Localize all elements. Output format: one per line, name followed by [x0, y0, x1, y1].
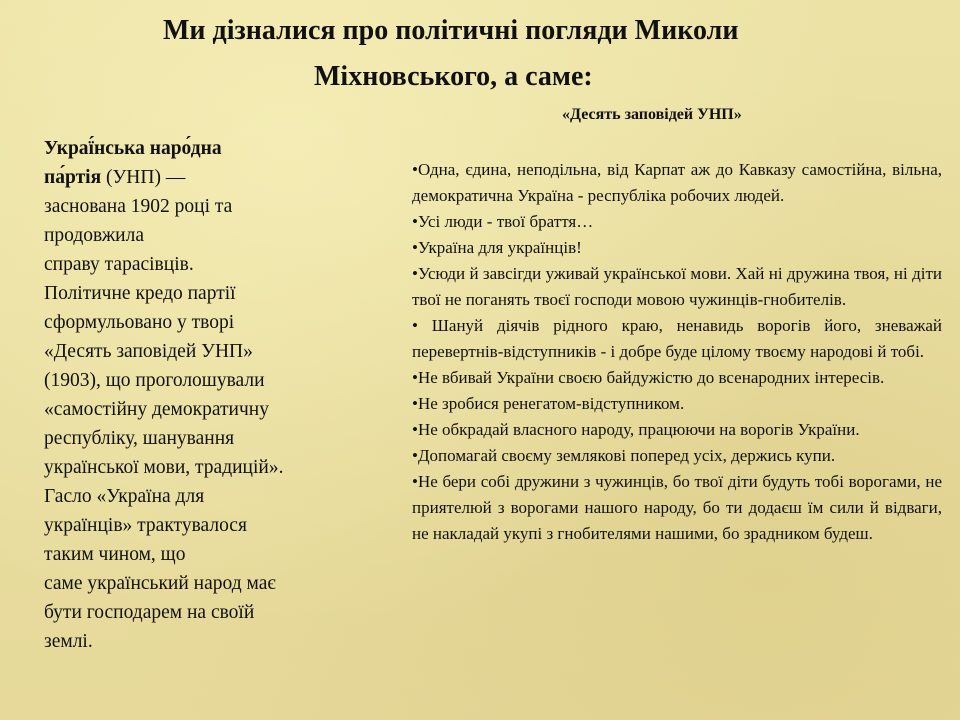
description-line: Політичне кредо партії — [44, 283, 236, 304]
description-line: сформульовано у творі — [44, 312, 235, 333]
description-line: справу тарасівців. — [44, 254, 194, 275]
description-line: таким чином, що — [44, 544, 186, 565]
title-line-2: Міхновського, а саме: — [314, 61, 593, 92]
description-line: (1903), що проголошували — [44, 370, 265, 391]
commandment-item: •Усі люди - твої браття… — [412, 212, 594, 231]
commandment-item: •Україна для українців! — [412, 238, 582, 257]
description-line: саме український народ має — [44, 573, 276, 594]
commandments-heading: «Десять заповідей УНП» — [562, 106, 742, 123]
commandment-item: •Усюди й завсігди уживай української мови. Хай ні дружина твоя, ні діти твої не поганять твоєї господи мовою чужинців-гнобителів. — [412, 264, 942, 309]
commandments-list — [412, 157, 942, 547]
party-name-bold-1: Украї́нська наро́дна — [44, 138, 222, 159]
party-name-bold-2: па́ртія — [44, 167, 102, 188]
description-line: «Десять заповідей УНП» — [44, 341, 253, 362]
description-line: землі. — [44, 631, 93, 652]
commandment-item: •Одна, єдина, неподільна, від Карпат аж до Кавказу самостійна, вільна, демократична Україна - республіка робочих людей. — [412, 160, 942, 205]
description-line: «самостійну демократичну — [44, 399, 269, 420]
party-description — [44, 134, 354, 656]
title-line-1: Ми дізналися про політичні погляди Миколи — [163, 15, 739, 46]
commandment-item: •Не обкрадай власного народу, працюючи на ворогів України. — [412, 420, 860, 439]
description-line: заснована 1902 році та — [44, 196, 233, 217]
party-abbrev: (УНП) — — [101, 167, 186, 188]
commandment-item: •Допомагай своєму землякові поперед усіх, держись купи. — [412, 446, 836, 465]
party-name-line-1 — [44, 134, 354, 163]
description-line: продовжила — [44, 225, 144, 246]
commandment-item: •Не зробися ренегатом-відступником. — [412, 394, 685, 413]
commandment-item: • Шануй діячів рідного краю, ненавидь ворогів його, зневажай перевертнів-відступників - і добре буде цілому твоєму народові й тобі. — [412, 316, 942, 361]
description-line: бути господарем на своїй — [44, 602, 255, 623]
party-name-line-2 — [44, 163, 354, 192]
description-line: республіку, шанування — [44, 428, 235, 449]
description-line: Гасло «Україна для — [44, 486, 205, 507]
commandment-item: •Не бери собі дружини з чужинців, бо твої діти будуть тобі ворогами, не приятелюй з ворогами нашого народу, бо ти додаєш їм сили й відваги, не накладай укупі з гнобителями нашими, бо зрадником будеш. — [412, 472, 942, 543]
commandment-item: •Не вбивай України своєю байдужістю до всенародних інтересів. — [412, 368, 885, 387]
description-line: українців» трактувалося — [44, 515, 247, 536]
description-line: української мови, традицій». — [44, 457, 284, 478]
